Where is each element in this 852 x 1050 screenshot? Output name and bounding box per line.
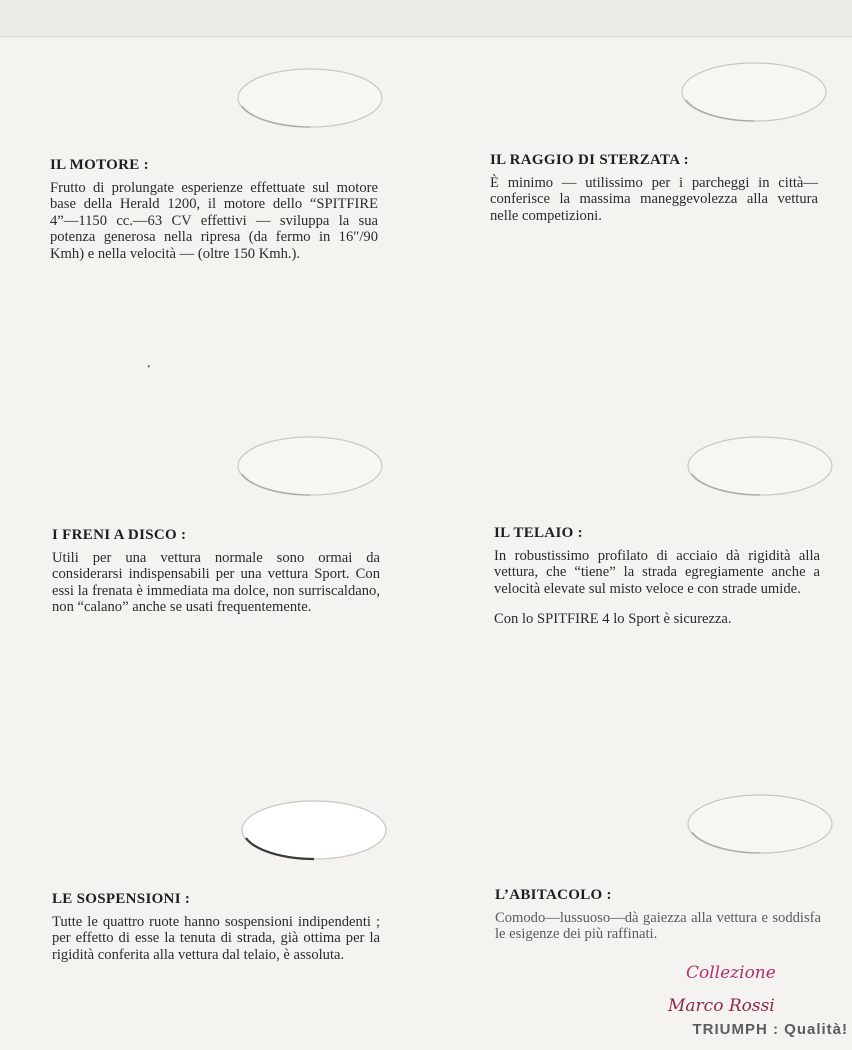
section-title: IL TELAIO : [494,525,583,541]
section-title: IL RAGGIO DI STERZATA : [490,152,689,168]
paper-speck: • [147,362,151,373]
section-freni-disco [52,527,380,616]
section-motore [50,157,378,262]
embossed-oval-4 [686,434,834,498]
section-title: IL MOTORE : [50,157,149,173]
embossed-oval-1 [236,66,384,130]
embossed-oval-6 [686,792,834,856]
brand-tagline: TRIUMPH : Qualità! [692,1021,848,1038]
section-closing-line: Con lo SPITFIRE 4 lo Sport è sicurezza. [494,611,732,628]
section-telaio [494,525,820,628]
page-top-edge [0,0,852,36]
section-sospensioni [52,891,380,963]
collection-signature-line1: Collezione [686,963,776,983]
section-abitacolo [495,887,821,943]
collection-signature-line2: Marco Rossi [668,996,775,1016]
embossed-oval-2 [680,60,828,124]
section-body: Frutto di prolungate esperienze effettuate sul motore base della Herald 1200, il motore dello “SPITFIRE 4”—1150 cc.—63 CV effettivi — sviluppa la sua potenza generosa nella ripresa (da fermo in 16″/90 Kmh) e nella velocità — (oltre 150 Kmh.). [50,180,378,262]
embossed-oval-5 [240,798,388,862]
embossed-oval-3 [236,434,384,498]
section-title: LE SOSPENSIONI : [52,891,191,907]
section-body: Utili per una vettura normale sono ormai da considerarsi indispensabili per una vettura Sport. Con essi la frenata è immediata ma dolce, non surriscaldano, non “calano” anche se usati frequentemente. [52,550,380,616]
section-title: L’ABITACOLO : [495,887,612,903]
section-body: È minimo — utilissimo per i parcheggi in città—conferisce la massima maneggevolezza alla vettura nelle competizioni. [490,175,818,224]
section-title: I FRENI A DISCO : [52,527,187,543]
section-body: Tutte le quattro ruote hanno sospensioni indipendenti ; per effetto di esse la tenuta di strada, già ottima per la rigidità conferita alla vettura dal telaio, è assoluta. [52,914,380,963]
section-body: In robustissimo profilato di acciaio dà rigidità alla vettura, che “tiene” la strada egregiamente anche a velocità elevate sul misto veloce e con strade umide. [494,548,820,597]
section-raggio-sterzata [490,152,818,224]
page-fold-line [0,36,852,37]
section-body: Comodo—lussuoso—dà gaiezza alla vettura e soddisfa le esigenze dei più raffinati. [495,910,821,943]
